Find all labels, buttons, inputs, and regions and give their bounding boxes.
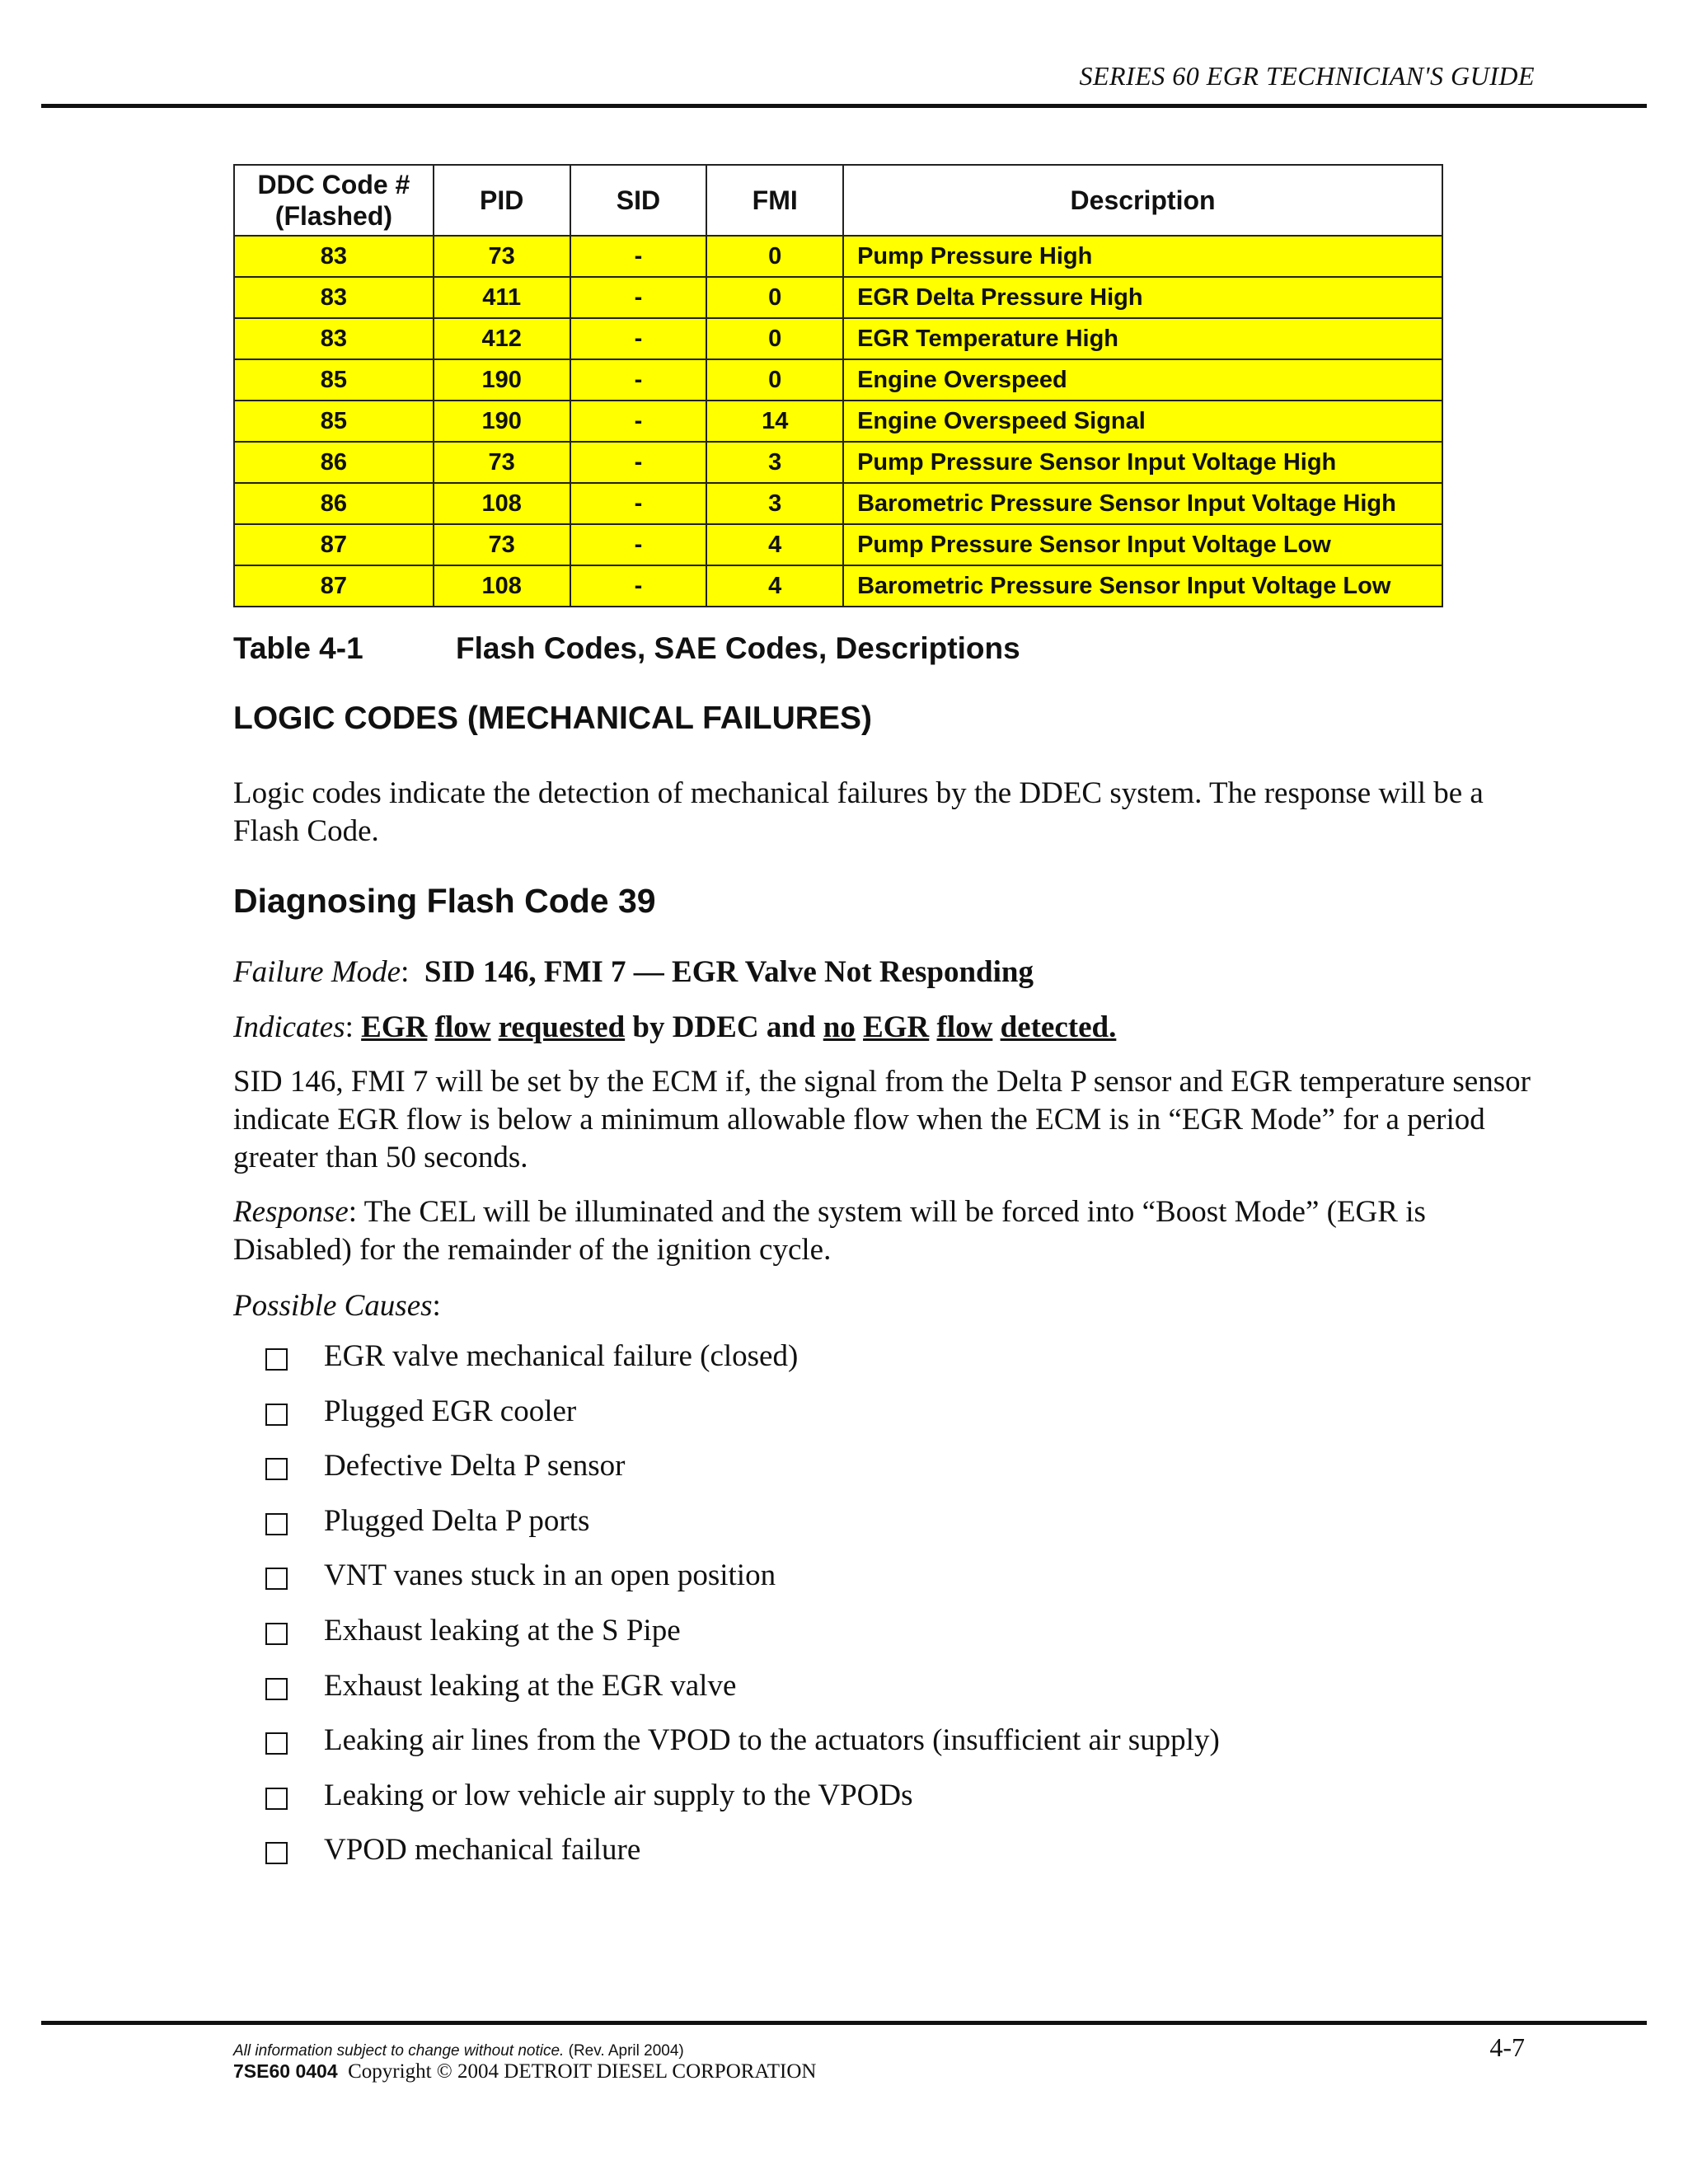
failure-mode-line: Failure Mode: SID 146, FMI 7 — EGR Valve Not Responding — [233, 955, 1034, 989]
cell-ddc-code: 85 — [234, 401, 434, 442]
response-paragraph: Response: The CEL will be illuminated and the system will be forced into “Boost Mode” (EGR is Disabled) for the remainder of the ignition cycle. — [233, 1195, 1426, 1267]
footer-revision: (Rev. April 2004) — [568, 2042, 684, 2060]
cell-pid: 73 — [434, 236, 570, 277]
cell-fmi: 0 — [706, 277, 843, 318]
checkbox-icon — [265, 1458, 288, 1480]
list-item — [265, 1668, 1220, 1723]
indicates-word: by — [632, 1010, 665, 1044]
checkbox-icon — [265, 1513, 288, 1535]
cause-text: VPOD mechanical failure — [324, 1833, 641, 1868]
footer-notice-text: All information subject to change without notice. — [233, 2042, 565, 2060]
page-number: 4-7 — [1489, 2032, 1525, 2062]
checkbox-icon — [265, 1568, 288, 1590]
table-body — [234, 236, 1442, 607]
list-item — [265, 1558, 1220, 1613]
sid-paragraph: SID 146, FMI 7 will be set by the ECM if, the signal from the Delta P sensor and EGR temperature sensor indicate EGR flow is below a minimum allowable flow when the ECM is in “EGR Mode” for a period greater than 50 seconds. — [233, 1065, 1531, 1174]
list-item — [265, 1778, 1220, 1833]
cell-description: Barometric Pressure Sensor Input Voltage High — [843, 483, 1442, 524]
cell-fmi: 4 — [706, 565, 843, 607]
cell-sid: - — [570, 236, 707, 277]
cause-text: VNT vanes stuck in an open position — [324, 1558, 776, 1593]
table-row — [234, 318, 1442, 359]
footer-doc-code: 7SE60 0404 — [233, 2060, 338, 2082]
cell-fmi: 0 — [706, 359, 843, 401]
cell-pid: 73 — [434, 524, 570, 565]
cell-ddc-code: 87 — [234, 524, 434, 565]
table-row — [234, 277, 1442, 318]
table-caption-number: Table 4-1 — [233, 631, 363, 665]
cell-pid: 411 — [434, 277, 570, 318]
cell-ddc-code: 83 — [234, 277, 434, 318]
footer-rule — [41, 2021, 1647, 2025]
col-header-pid: PID — [434, 165, 570, 236]
cause-text: Exhaust leaking at the EGR valve — [324, 1668, 737, 1703]
cell-description: Barometric Pressure Sensor Input Voltage Low — [843, 565, 1442, 607]
diagnosing-heading: Diagnosing Flash Code 39 — [233, 882, 656, 920]
failure-mode-label: Failure Mode — [233, 955, 401, 989]
header-rule — [41, 104, 1647, 108]
indicates-word: EGR — [361, 1010, 428, 1044]
footer-notice — [233, 2042, 684, 2060]
cell-fmi: 0 — [706, 318, 843, 359]
cell-sid: - — [570, 442, 707, 483]
list-item — [265, 1722, 1220, 1778]
cell-ddc-code: 87 — [234, 565, 434, 607]
response-text: The CEL will be illuminated and the system will be forced into “Boost Mode” (EGR is Disabled) for the remainder of the ignition cycle. — [233, 1195, 1426, 1267]
table-row — [234, 442, 1442, 483]
cause-text: Leaking air lines from the VPOD to the actuators (insufficient air supply) — [324, 1723, 1220, 1758]
list-item — [265, 1613, 1220, 1668]
cell-sid: - — [570, 318, 707, 359]
cell-pid: 73 — [434, 442, 570, 483]
response-label: Response — [233, 1195, 349, 1229]
cell-pid: 190 — [434, 401, 570, 442]
cell-description: EGR Delta Pressure High — [843, 277, 1442, 318]
indicates-word: detected. — [1000, 1010, 1117, 1044]
col-header-ddc-code: DDC Code # (Flashed) — [234, 165, 434, 236]
table-row — [234, 401, 1442, 442]
list-item — [265, 1394, 1220, 1449]
logic-codes-heading: LOGIC CODES (MECHANICAL FAILURES) — [233, 701, 872, 736]
cell-sid: - — [570, 359, 707, 401]
checkbox-icon — [265, 1348, 288, 1371]
cell-sid: - — [570, 565, 707, 607]
cell-ddc-code: 83 — [234, 318, 434, 359]
col-header-fmi: FMI — [706, 165, 843, 236]
indicates-label: Indicates — [233, 1010, 345, 1044]
checkbox-icon — [265, 1842, 288, 1864]
cause-text: Plugged EGR cooler — [324, 1394, 577, 1428]
cell-ddc-code: 83 — [234, 236, 434, 277]
list-item — [265, 1503, 1220, 1558]
indicates-word: flow — [936, 1010, 993, 1044]
cause-text: EGR valve mechanical failure (closed) — [324, 1339, 799, 1373]
table-header-row — [234, 165, 1442, 236]
checkbox-icon — [265, 1732, 288, 1755]
checkbox-icon — [265, 1788, 288, 1810]
cell-ddc-code: 85 — [234, 359, 434, 401]
flash-codes-table — [233, 164, 1443, 607]
list-item — [265, 1338, 1220, 1394]
cell-description: Pump Pressure Sensor Input Voltage Low — [843, 524, 1442, 565]
table-row — [234, 524, 1442, 565]
possible-causes-label: Possible Causes — [233, 1289, 433, 1323]
cell-sid: - — [570, 277, 707, 318]
cell-pid: 108 — [434, 483, 570, 524]
cause-text: Exhaust leaking at the S Pipe — [324, 1613, 681, 1647]
logic-codes-paragraph: Logic codes indicate the detection of mechanical failures by the DDEC system. The response will be a Flash Code. — [233, 776, 1484, 848]
col-header-sid: SID — [570, 165, 707, 236]
cause-text: Leaking or low vehicle air supply to the VPODs — [324, 1778, 913, 1812]
cell-description: Pump Pressure High — [843, 236, 1442, 277]
cause-text: Plugged Delta P ports — [324, 1503, 590, 1538]
indicates-word: flow — [434, 1010, 491, 1044]
cell-sid: - — [570, 483, 707, 524]
indicates-word: no — [823, 1010, 856, 1044]
cell-description: Engine Overspeed Signal — [843, 401, 1442, 442]
footer-copyright-line — [233, 2060, 816, 2083]
indicates-word: DDEC — [672, 1010, 759, 1044]
possible-causes-list — [265, 1338, 1220, 1887]
cell-sid: - — [570, 524, 707, 565]
footer-copyright: Copyright © 2004 DETROIT DIESEL CORPORATION — [348, 2060, 817, 2083]
cell-sid: - — [570, 401, 707, 442]
cell-ddc-code: 86 — [234, 483, 434, 524]
possible-causes-line: Possible Causes: — [233, 1289, 441, 1323]
indicates-word: requested — [498, 1010, 626, 1044]
checkbox-icon — [265, 1678, 288, 1700]
indicates-text — [361, 1010, 1116, 1044]
indicates-word: EGR — [863, 1010, 930, 1044]
checkbox-icon — [265, 1623, 288, 1645]
col-header-description: Description — [843, 165, 1442, 236]
cell-fmi: 4 — [706, 524, 843, 565]
list-item — [265, 1448, 1220, 1503]
cell-fmi: 3 — [706, 483, 843, 524]
indicates-line: Indicates: EGR flow requested by DDEC and no EGR flow detected. — [233, 1010, 1117, 1044]
failure-mode-text: SID 146, FMI 7 — EGR Valve Not Responding — [424, 955, 1034, 989]
cell-description: EGR Temperature High — [843, 318, 1442, 359]
cell-pid: 412 — [434, 318, 570, 359]
list-item — [265, 1832, 1220, 1887]
table-row — [234, 359, 1442, 401]
cell-fmi: 0 — [706, 236, 843, 277]
cell-fmi: 14 — [706, 401, 843, 442]
indicates-word: and — [766, 1010, 816, 1044]
table-row — [234, 483, 1442, 524]
cause-text: Defective Delta P sensor — [324, 1449, 626, 1483]
table-caption-text: Flash Codes, SAE Codes, Descriptions — [456, 631, 1020, 665]
table-caption — [233, 631, 1020, 666]
running-header: SERIES 60 EGR TECHNICIAN'S GUIDE — [1079, 61, 1535, 91]
cell-description: Pump Pressure Sensor Input Voltage High — [843, 442, 1442, 483]
table-row — [234, 565, 1442, 607]
table-row — [234, 236, 1442, 277]
cell-description: Engine Overspeed — [843, 359, 1442, 401]
cell-pid: 190 — [434, 359, 570, 401]
checkbox-icon — [265, 1404, 288, 1426]
cell-ddc-code: 86 — [234, 442, 434, 483]
cell-pid: 108 — [434, 565, 570, 607]
cell-fmi: 3 — [706, 442, 843, 483]
